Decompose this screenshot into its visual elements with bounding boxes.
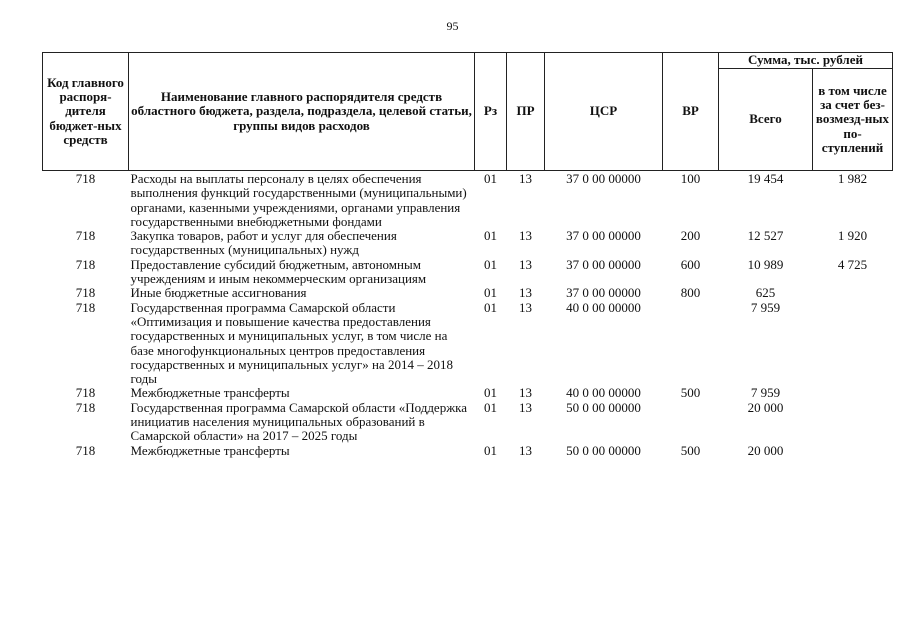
cell-rz: 01 xyxy=(484,228,497,244)
budget-table xyxy=(42,52,893,458)
cell-incl xyxy=(813,401,893,444)
cell-name: Государственная программа Самарской области «Оптимизация и повышение качества предоставления государственных и муниципальных услуг, в том числе на базе многофункциональных центров предоставления государственных и муниципальных услуг» на 2014 – 2018 годы xyxy=(130,299,453,387)
cell-csr: 37 0 00 00000 xyxy=(566,228,641,244)
cell-name: Государственная программа Самарской области «Поддержка инициатив населения муниципальных образований в Самарской области» на 2017 – 2025 годы xyxy=(130,399,468,444)
cell-pr: 13 xyxy=(519,171,532,186)
cell-vr: 600 xyxy=(680,256,701,272)
cell-total: 625 xyxy=(755,285,776,301)
cell-rz: 01 xyxy=(484,285,497,301)
cell-csr: 37 0 00 00000 xyxy=(566,171,641,186)
header-sum-group: Сумма, тыс. рублей xyxy=(719,53,893,69)
cell-pr: 13 xyxy=(519,285,532,301)
cell-vr: 200 xyxy=(680,228,701,244)
table-row xyxy=(43,301,893,387)
cell-pr: 13 xyxy=(519,399,532,415)
table-row xyxy=(43,444,893,458)
cell-code: 718 xyxy=(75,256,96,272)
cell-vr: 800 xyxy=(680,285,701,301)
cell-code: 718 xyxy=(75,299,96,315)
cell-incl: 4 725 xyxy=(837,256,868,272)
cell-incl xyxy=(813,444,893,458)
header-incl: в том числе за счет без-возмезд-ных по-ступлений xyxy=(813,69,893,171)
header-vr: ВР xyxy=(663,53,719,171)
cell-incl xyxy=(813,386,893,400)
cell-incl: 1 920 xyxy=(837,228,868,244)
header-code: Код главного распоря-дителя бюджет-ных средств xyxy=(43,53,129,171)
cell-code: 718 xyxy=(75,228,96,244)
cell-csr: 40 0 00 00000 xyxy=(566,299,641,315)
cell-pr: 13 xyxy=(519,385,532,401)
cell-name: Иные бюджетные ассигнования xyxy=(130,285,307,301)
cell-code: 718 xyxy=(75,399,96,415)
cell-vr xyxy=(663,301,719,387)
cell-code: 718 xyxy=(75,171,96,186)
cell-name: Предоставление субсидий бюджетным, автономным учреждениям и иным некоммерческим организациям xyxy=(130,256,427,287)
cell-code: 718 xyxy=(75,442,96,458)
cell-name: Межбюджетные трансферты xyxy=(130,385,290,401)
table-row xyxy=(43,286,893,300)
header-pr: ПР xyxy=(507,53,545,171)
cell-vr: 100 xyxy=(680,171,701,186)
cell-csr: 50 0 00 00000 xyxy=(566,399,641,415)
cell-csr: 37 0 00 00000 xyxy=(566,285,641,301)
table-row xyxy=(43,229,893,258)
cell-rz: 01 xyxy=(484,171,497,186)
cell-name: Расходы на выплаты персоналу в целях обеспечения выполнения функций государственными (муниципальными) органами, казенными учреждениями, органами управления государственными внебюджетными фондами xyxy=(130,171,467,229)
cell-total: 20 000 xyxy=(747,442,784,458)
cell-pr: 13 xyxy=(519,299,532,315)
table-row xyxy=(43,171,893,230)
header-rz: Рз xyxy=(475,53,507,171)
cell-rz: 01 xyxy=(484,399,497,415)
table-row xyxy=(43,386,893,400)
cell-csr: 40 0 00 00000 xyxy=(566,385,641,401)
cell-csr: 50 0 00 00000 xyxy=(566,442,641,458)
cell-rz: 01 xyxy=(484,256,497,272)
cell-pr: 13 xyxy=(519,442,532,458)
page-number: 95 xyxy=(446,19,459,33)
cell-rz: 01 xyxy=(484,299,497,315)
cell-total: 12 527 xyxy=(747,228,784,244)
cell-vr xyxy=(663,401,719,444)
table-row xyxy=(43,401,893,444)
cell-total: 10 989 xyxy=(747,256,784,272)
cell-name: Межбюджетные трансферты xyxy=(130,442,290,458)
header-name: Наименование главного распорядителя средств областного бюджета, раздела, подраздела, целевой статьи, группы видов расходов xyxy=(129,53,475,171)
cell-rz: 01 xyxy=(484,442,497,458)
cell-name: Закупка товаров, работ и услуг для обеспечения государственных (муниципальных) нужд xyxy=(130,228,397,258)
cell-pr: 13 xyxy=(519,256,532,272)
table-row xyxy=(43,258,893,287)
cell-code: 718 xyxy=(75,285,96,301)
header-total: Всего xyxy=(719,69,813,171)
cell-total: 19 454 xyxy=(747,171,784,186)
cell-incl xyxy=(813,301,893,387)
cell-total: 20 000 xyxy=(747,399,784,415)
cell-incl: 1 982 xyxy=(837,171,868,186)
cell-pr: 13 xyxy=(519,228,532,244)
cell-csr: 37 0 00 00000 xyxy=(566,256,641,272)
header-csr: ЦСР xyxy=(545,53,663,171)
cell-code: 718 xyxy=(75,385,96,401)
cell-vr: 500 xyxy=(680,385,701,401)
cell-total: 7 959 xyxy=(750,385,781,401)
cell-incl xyxy=(813,286,893,300)
cell-vr: 500 xyxy=(680,442,701,458)
cell-rz: 01 xyxy=(484,385,497,401)
cell-total: 7 959 xyxy=(750,299,781,315)
